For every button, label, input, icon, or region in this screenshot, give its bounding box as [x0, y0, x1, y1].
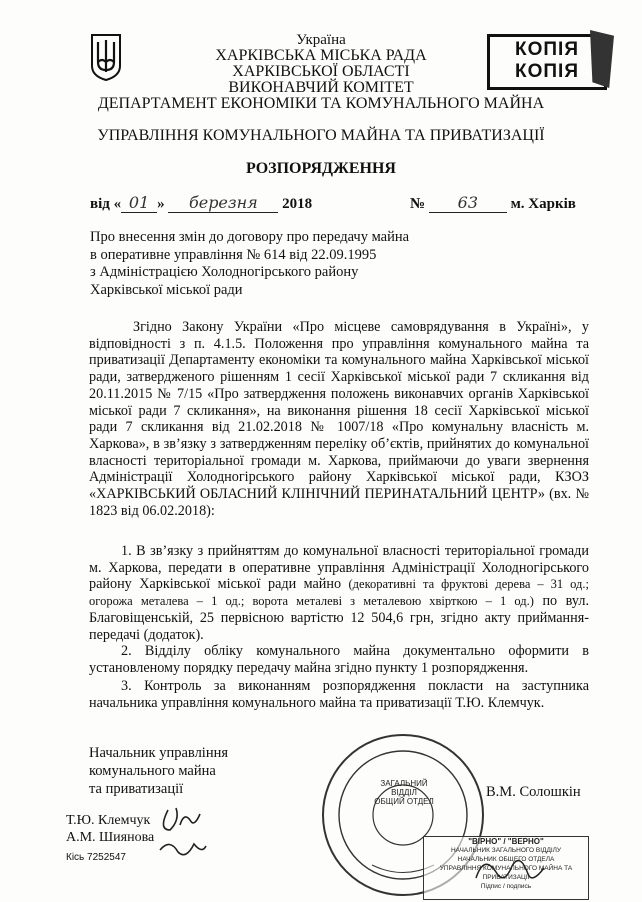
date-day: 01	[121, 193, 157, 213]
subject-line: в оперативне управління № 614 від 22.09.1995	[90, 246, 377, 263]
date-mid: »	[157, 196, 165, 212]
document-type: РОЗПОРЯДЖЕННЯ	[246, 160, 396, 177]
approver-2: А.М. Шиянова	[66, 830, 155, 845]
header-department: ДЕПАРТАМЕНТ ЕКОНОМІКИ ТА КОМУНАЛЬНОГО МАЙНА	[97, 95, 545, 112]
document-number: 63	[429, 193, 507, 213]
item-1	[89, 543, 589, 643]
number-line	[410, 193, 576, 213]
signature-title-line: Начальник управління	[89, 745, 229, 761]
verno-line: НАЧАЛЬНИК ЗАГАЛЬНОГО ВІДДІЛУ	[450, 847, 562, 854]
copy-stamp-text-2: КОПІЯ	[515, 61, 579, 82]
signature-title	[89, 744, 228, 798]
item-1-detail: (декоративні та фруктові дерева – 31 од.; огорожа металева – 1 од.; ворота металеві з металевою хвірткою – 1 од.)	[89, 577, 590, 609]
handwritten-signature	[470, 848, 550, 892]
signature-title-line: та приватизації	[89, 781, 184, 797]
subject-line: Харківської міської ради	[90, 281, 243, 298]
date-line	[90, 193, 312, 213]
item-1-tail: по вул. Благовіщенській, 25 первісною вартістю 12 504,6 грн, згідно акту приймання-передачі (додаток).	[89, 593, 589, 643]
signature-title-line: комунального майна	[89, 763, 216, 779]
header-committee: ВИКОНАВЧИЙ КОМІТЕТ	[228, 79, 414, 96]
verno-title: "ВІРНО" / "ВЕРНО"	[468, 837, 544, 846]
subject-line: Про внесення змін до договору про передачу майна	[90, 229, 410, 245]
verno-line: НАЧАЛЬНИК ОБЩЕГО ОТДЕЛА	[457, 856, 555, 863]
header-office: УПРАВЛІННЯ КОМУНАЛЬНОГО МАЙНА ТА ПРИВАТИЗАЦІЇ	[97, 127, 545, 144]
date-prefix: від «	[90, 196, 122, 212]
verno-line: УПРАВЛІННЯ КОМУНАЛЬНОГО МАЙНА ТА ПРИВАТИЗАЦІЇ	[439, 865, 573, 881]
date-year: 2018	[282, 196, 313, 212]
signer-name: В.М. Солошкін	[486, 784, 581, 800]
header-country: Україна	[296, 32, 346, 48]
executor-note: Кісь 7252547	[66, 852, 126, 863]
number-label: №	[410, 196, 426, 212]
seal-center-text	[373, 779, 435, 806]
item-3: 3. Контроль за виконанням розпорядження покласти на заступника начальника управління комунального майна та приватизації Т.Ю. Клемчук.	[89, 678, 589, 711]
subject-line: з Адміністрацією Холодногірського району	[90, 264, 359, 280]
seal-dept: ЗАГАЛЬНИЙ ВІДДІЛ	[380, 779, 428, 797]
approver-1: Т.Ю. Клемчук	[66, 813, 151, 828]
header-council: ХАРКІВСЬКА МІСЬКА РАДА	[215, 47, 427, 64]
handwritten-initials-signature	[150, 800, 210, 875]
city: м. Харків	[510, 196, 576, 212]
approvals	[66, 812, 154, 846]
subject-block	[90, 229, 420, 299]
item-2: 2. Відділу обліку комунального майна документально оформити в установленому порядку передачу майна згідно пункту 1 розпорядження.	[89, 643, 589, 676]
preamble-paragraph: Згідно Закону України «Про місцеве самоврядування в Україні», у відповідності з п. 4.1.5. Положення про управління комунального майна та приватизації Департаменту економіки та комунального майна Харківської міської ради, затвердженого рішенням 1 сесії Харківської міської ради 7 скликання від 20.11.2015 № 7/15 «Про затвердження положень виконавчих органів Харківської міської ради 7 скликання», на виконання рішення 18 сесії Харківської міської ради 7 скликання від 21.02.2018 № 1007/18 «Про комунальну власність м. Харкова», в зв’язку з затвердженням переліку об’єктів, прийнятих до комунальної власності територіальної громади м. Харкова, приймаючи до уваги звернення Адміністрації Холодногірського району Харківської міської ради, КЗОЗ «ХАРКІВСЬКИЙ ОБЛАСНИЙ КЛІНІЧНИЙ ПЕРИНАТАЛЬНИЙ ЦЕНТР» (вх. № 1823 від 06.02.2018):	[89, 319, 589, 519]
seal-dept-ru: ОБЩИЙ ОТДЕЛ	[374, 797, 434, 806]
header-region: ХАРКІВСЬКОЇ ОБЛАСТІ	[232, 63, 410, 80]
verno-line: Підпис / подпись	[480, 883, 532, 890]
copy-stamp-text-1: КОПІЯ	[515, 39, 579, 60]
item-1-main: 1. В зв’язку з прийняттям до комунальної власності територіальної громади м. Харкова, передати в оперативне управління Адміністрації Холодногірського району Харківської міської ради майно	[89, 543, 589, 593]
date-month: березня	[168, 193, 278, 213]
